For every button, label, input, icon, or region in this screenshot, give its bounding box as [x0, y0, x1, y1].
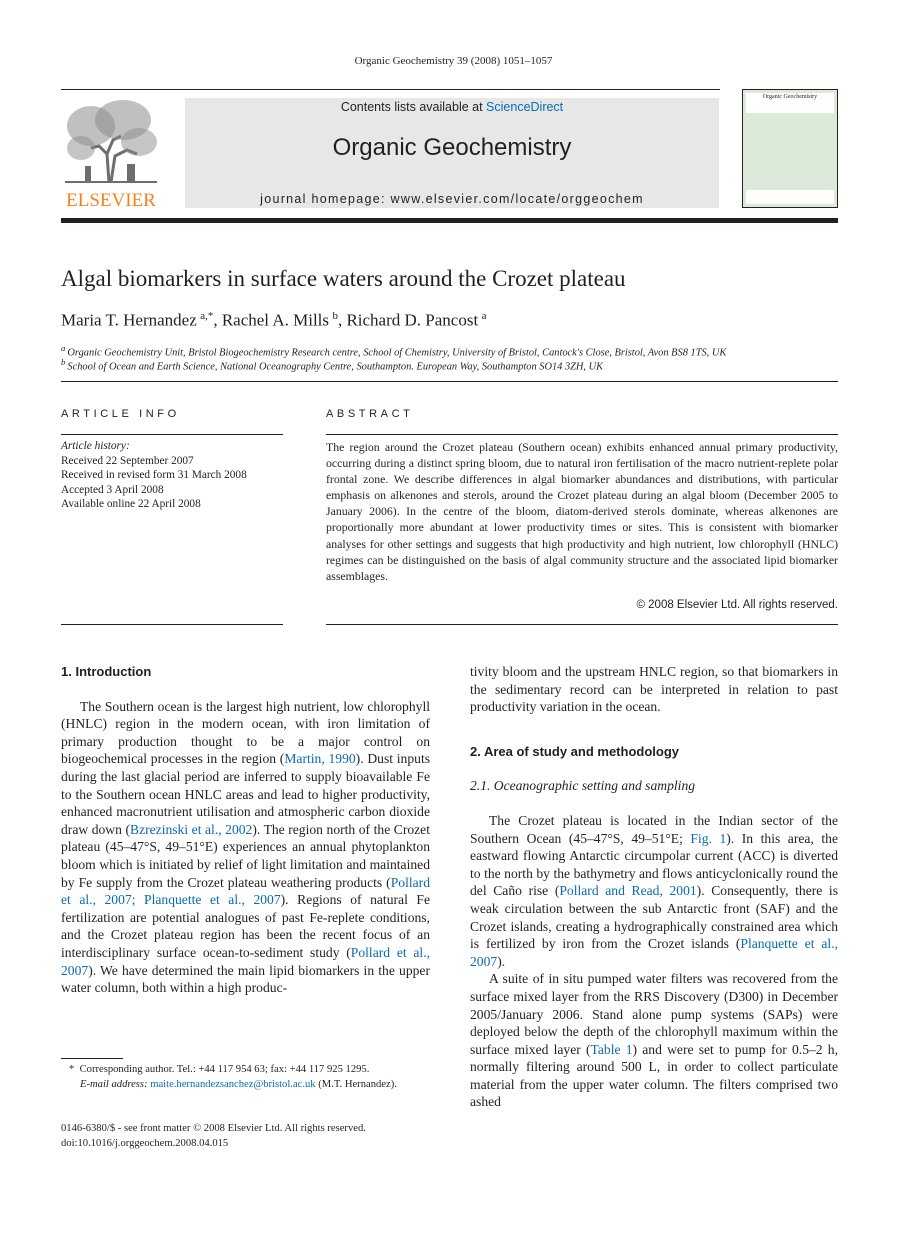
footnote	[61, 1062, 430, 1092]
setting-paragraph: The Crozet plateau is located in the Indian sector of the Southern Ocean (45–47°S, 49–51°E; Fig. 1). In this area, the eastward flowing Antarctic circumpolar current (ACC) is diverted to the north by the bathymetry and flows anticyclonically round the del Caño rise (Pollard and Read, 2001). Consequently, there is weak circulation between the sub Antarctic front (SAF) and the Crozet islands, creating a hydrographically constrained area which is fertilized by iron from the Crozet islands (Planquette et al., 2007).	[470, 812, 838, 969]
affil-text: School of Ocean and Earth Science, National Oceanography Centre, Southampton. European Way, Southampton SO14 3ZH, UK	[67, 361, 604, 373]
body-column-right	[470, 663, 838, 1111]
bottom-meta	[61, 1121, 366, 1151]
author-sup: a,*	[200, 310, 214, 322]
figure-link[interactable]: Fig. 1	[690, 830, 727, 846]
doi-line[interactable]: doi:10.1016/j.orggeochem.2008.04.015	[61, 1138, 229, 1149]
sciencedirect-link[interactable]: ScienceDirect	[486, 100, 564, 114]
history-item: Received 22 September 2007	[61, 454, 194, 467]
ref-link[interactable]: Martin, 1990	[284, 751, 356, 767]
abstract-rule	[326, 434, 838, 435]
author-sup: b	[332, 310, 338, 322]
journal-citation: Organic Geochemistry 39 (2008) 1051–1057	[354, 55, 553, 67]
elsevier-logo	[61, 96, 161, 210]
author-name[interactable]: Richard D. Pancost	[346, 310, 479, 330]
email-label: E-mail address:	[80, 1079, 151, 1091]
article-info-heading: ARTICLE INFO	[61, 408, 180, 420]
body-column-left	[61, 663, 430, 997]
cover-title: Organic Geochemistry	[746, 93, 834, 113]
tree-icon	[61, 96, 161, 210]
affil-sup: b	[61, 357, 66, 367]
title-rule	[61, 381, 838, 382]
ref-link[interactable]: Planquette et al., 2007	[470, 936, 838, 969]
abstract-text: The region around the Crozet plateau (Southern ocean) exhibits enhanced annual primary productivity, occurring during a distinct spring bloom, due to natural iron fertilisation of the macro nutrient-replete polar frontal zone. We describe differences in algal biomarker abundances and distributions, with particular emphasis on alkenones and sterols, around the Crozet plateau during an algal bloom (December 2005 to January 2006). In the centre of the bloom, diatom-derived sterols dominate, whereas alkenones are proportionally more abundant at lower productivity times or sites. This is consistent with biomarker analyses for other settings and suggests that high productivity and high nutrient, low chlorophyll (HNLC) regimes can be distinguished on the basis of algal community structure and the associated lipid biomarker assemblages.	[326, 440, 838, 583]
abstract-heading: ABSTRACT	[326, 408, 414, 420]
intro-continuation: tivity bloom and the upstream HNLC region, so that biomarkers in the sedimentary record can be interpreted in relation to past productivity variation in the ocean.	[470, 664, 838, 715]
author-name[interactable]: Rachel A. Mills	[221, 310, 330, 330]
table-link[interactable]: Table 1	[590, 1041, 633, 1057]
footnote-marker: *	[69, 1064, 75, 1075]
header-rule	[61, 89, 720, 90]
contents-prefix: Contents lists available at	[340, 100, 487, 114]
issn-line: 0146-6380/$ - see front matter © 2008 Elsevier Ltd. All rights reserved.	[61, 1123, 366, 1134]
history-label: Article history:	[61, 440, 130, 452]
history-item: Available online 22 April 2008	[61, 498, 201, 510]
article-history	[61, 439, 247, 512]
abstract-rule-bottom	[326, 624, 838, 625]
journal-cover-thumbnail	[742, 89, 838, 208]
affil-text: Organic Geochemistry Unit, Bristol Biogeochemistry Research centre, School of Chemistry, University of Bristol, Cantock's Close, Bristol, Avon BS8 1TS, UK	[67, 347, 727, 359]
history-item: Received in revised form 31 March 2008	[61, 469, 247, 481]
article-info-rule	[61, 434, 283, 435]
section-2-1-heading: 2.1. Oceanographic setting and sampling	[470, 778, 696, 794]
abstract-copyright: © 2008 Elsevier Ltd. All rights reserved.	[636, 599, 838, 611]
author-list: Maria T. Hernandez $^{a,*}$, Rachel A. Mills $^b$, Richard D. Pancost $^a$	[61, 310, 487, 330]
section-2-heading: 2. Area of study and methodology	[470, 743, 679, 759]
corresponding-author: Corresponding author. Tel.: +44 117 954 63; fax: +44 117 925 1295.	[79, 1064, 370, 1075]
ref-link[interactable]: Pollard et al., 2007; Planquette et al., 2007	[61, 874, 430, 908]
author-sup: a	[481, 310, 487, 322]
journal-title: Organic Geochemistry	[332, 134, 572, 161]
journal-homepage[interactable]: journal homepage: www.elsevier.com/locate/orggeochem	[260, 192, 644, 206]
history-item: Accepted 3 April 2008	[61, 483, 164, 496]
header-thick-rule	[61, 218, 838, 223]
affil-sup: a	[61, 343, 66, 353]
sampling-paragraph: A suite of in situ pumped water filters was recovered from the surface mixed layer from the RRS Discovery (D300) in December 2005/January 2006. Stand alone pump systems (SAPs) were deployed below the depth of the chlorophyll maximum within the surface mixed layer (Table 1) and were set to pump for 0.5–2 h, normally filtering around 500 L, in order to collect particulate material from the upper water column. The filters comprised two ashed	[470, 971, 838, 1110]
article-title: Algal biomarkers in surface waters around the Crozet plateau	[61, 266, 626, 291]
author-name[interactable]: Maria T. Hernandez	[61, 310, 197, 330]
ref-link[interactable]: Bzrezinski et al., 2002	[130, 821, 253, 837]
email-link[interactable]: maite.hernandezsanchez@bristol.ac.uk	[150, 1079, 316, 1091]
article-info-rule-bottom	[61, 624, 283, 625]
elsevier-wordmark: ELSEVIER	[66, 190, 156, 210]
section-1-heading: 1. Introduction	[61, 664, 152, 679]
affiliation-b	[61, 357, 603, 372]
intro-paragraph: The Southern ocean is the largest high nutrient, low chlorophyll (HNLC) region in the modern ocean, with iron limitation of primary production thought to be a major control on biogeochemical processes in the region (Martin, 1990). Dust inputs during the last glacial period are inferred to supply bioavailable Fe to the Southern ocean HNLC areas and lead to higher productivity, enhanced macronutrient utilisation and atmospheric carbon dioxide draw down (Bzrezinski et al., 2002). The region north of the Crozet plateau (45–47°S, 49–51°E) experiences an annual phytoplankton bloom which is initiated by relief of light limitation and maintained by Fe supply from the Crozet plateau weathering products (Pollard et al., 2007; Planquette et al., 2007). Regions of natural Fe fertilization are potential analogues of past Fe-replete conditions, and the Crozet plateau region has been the recent focus of an interdisciplinary surface ocean-to-sediment study (Pollard et al., 2007). We have determined the main lipid biomarkers in the upper water column, both within a high produc-	[61, 698, 431, 996]
footnote-rule	[61, 1058, 123, 1059]
cover-footer	[746, 190, 834, 204]
ref-link[interactable]: Pollard et al., 2007	[61, 944, 430, 978]
ref-link[interactable]: Pollard and Read, 2001	[559, 883, 697, 899]
contents-line	[185, 100, 719, 114]
email-suffix: (M.T. Hernandez).	[315, 1079, 397, 1091]
